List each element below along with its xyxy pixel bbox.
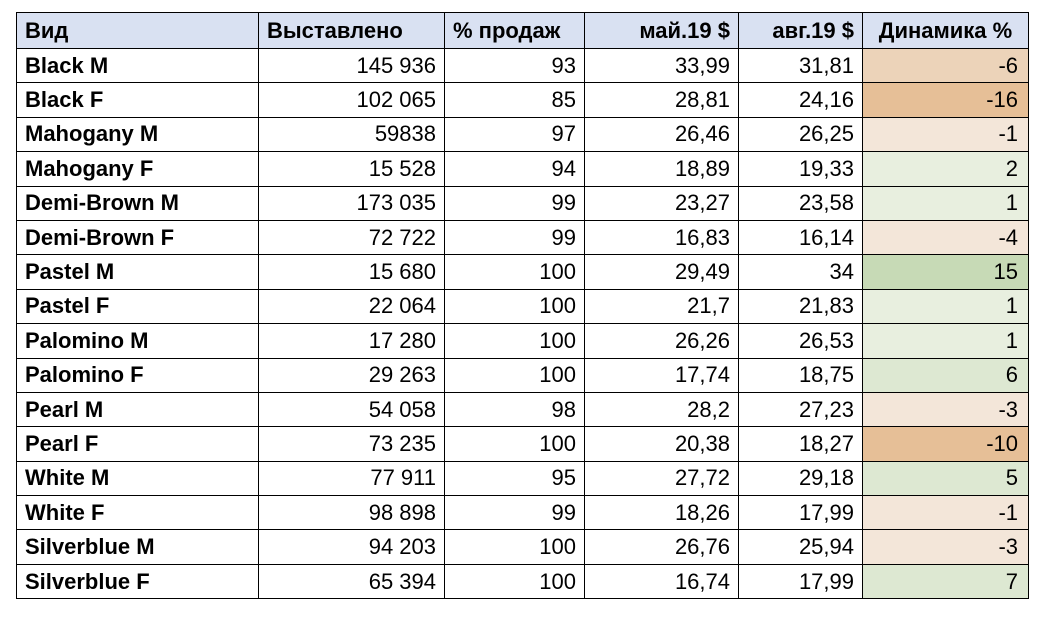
cell-kind: Black F — [17, 83, 259, 117]
cell-aug19-price: 16,14 — [739, 220, 863, 254]
data-table-container — [16, 12, 1029, 599]
cell-dynamics: 1 — [863, 324, 1029, 358]
header-sales-percent: % продаж — [445, 13, 585, 49]
table-row — [17, 152, 1029, 186]
cell-exhibited: 72 722 — [259, 220, 445, 254]
cell-kind: Mahogany M — [17, 117, 259, 151]
cell-may19-price: 26,26 — [585, 324, 739, 358]
cell-may19-price: 17,74 — [585, 358, 739, 392]
cell-aug19-price: 24,16 — [739, 83, 863, 117]
cell-aug19-price: 29,18 — [739, 461, 863, 495]
cell-dynamics: -1 — [863, 117, 1029, 151]
cell-may19-price: 28,2 — [585, 392, 739, 426]
cell-may19-price: 16,74 — [585, 564, 739, 598]
cell-aug19-price: 25,94 — [739, 530, 863, 564]
cell-may19-price: 16,83 — [585, 220, 739, 254]
cell-sales-percent: 100 — [445, 564, 585, 598]
cell-dynamics: 15 — [863, 255, 1029, 289]
cell-exhibited: 22 064 — [259, 289, 445, 323]
cell-aug19-price: 34 — [739, 255, 863, 289]
cell-sales-percent: 100 — [445, 324, 585, 358]
cell-sales-percent: 99 — [445, 186, 585, 220]
cell-kind: White M — [17, 461, 259, 495]
cell-kind: Demi-Brown M — [17, 186, 259, 220]
table-row — [17, 496, 1029, 530]
cell-aug19-price: 21,83 — [739, 289, 863, 323]
cell-aug19-price: 17,99 — [739, 496, 863, 530]
cell-aug19-price: 19,33 — [739, 152, 863, 186]
cell-dynamics: 6 — [863, 358, 1029, 392]
cell-sales-percent: 85 — [445, 83, 585, 117]
cell-sales-percent: 100 — [445, 530, 585, 564]
cell-may19-price: 18,89 — [585, 152, 739, 186]
cell-dynamics: -16 — [863, 83, 1029, 117]
cell-sales-percent: 95 — [445, 461, 585, 495]
cell-exhibited: 98 898 — [259, 496, 445, 530]
cell-exhibited: 54 058 — [259, 392, 445, 426]
table-row — [17, 220, 1029, 254]
cell-sales-percent: 99 — [445, 220, 585, 254]
header-kind: Вид — [17, 13, 259, 49]
cell-may19-price: 28,81 — [585, 83, 739, 117]
cell-kind: Mahogany F — [17, 152, 259, 186]
cell-aug19-price: 27,23 — [739, 392, 863, 426]
cell-dynamics: -6 — [863, 49, 1029, 83]
table-row — [17, 255, 1029, 289]
cell-exhibited: 102 065 — [259, 83, 445, 117]
cell-exhibited: 73 235 — [259, 427, 445, 461]
cell-sales-percent: 98 — [445, 392, 585, 426]
cell-aug19-price: 18,27 — [739, 427, 863, 461]
cell-kind: Pastel F — [17, 289, 259, 323]
cell-exhibited: 145 936 — [259, 49, 445, 83]
cell-may19-price: 23,27 — [585, 186, 739, 220]
cell-dynamics: -10 — [863, 427, 1029, 461]
cell-dynamics: -3 — [863, 530, 1029, 564]
table-row — [17, 427, 1029, 461]
cell-kind: Pastel M — [17, 255, 259, 289]
cell-may19-price: 18,26 — [585, 496, 739, 530]
table-header — [17, 13, 1029, 49]
cell-dynamics: -1 — [863, 496, 1029, 530]
cell-kind: Palomino M — [17, 324, 259, 358]
cell-exhibited: 17 280 — [259, 324, 445, 358]
cell-aug19-price: 26,53 — [739, 324, 863, 358]
cell-aug19-price: 26,25 — [739, 117, 863, 151]
cell-may19-price: 26,46 — [585, 117, 739, 151]
table-row — [17, 289, 1029, 323]
cell-dynamics: 7 — [863, 564, 1029, 598]
cell-exhibited: 65 394 — [259, 564, 445, 598]
cell-exhibited: 15 680 — [259, 255, 445, 289]
table-row — [17, 186, 1029, 220]
table-row — [17, 324, 1029, 358]
cell-may19-price: 33,99 — [585, 49, 739, 83]
cell-kind: Pearl M — [17, 392, 259, 426]
cell-exhibited: 94 203 — [259, 530, 445, 564]
table-body — [17, 49, 1029, 599]
cell-sales-percent: 100 — [445, 427, 585, 461]
header-aug19-price: авг.19 $ — [739, 13, 863, 49]
table-row — [17, 117, 1029, 151]
cell-dynamics: 1 — [863, 289, 1029, 323]
cell-sales-percent: 100 — [445, 255, 585, 289]
cell-aug19-price: 31,81 — [739, 49, 863, 83]
table-row — [17, 358, 1029, 392]
cell-may19-price: 26,76 — [585, 530, 739, 564]
table-row — [17, 530, 1029, 564]
cell-kind: Black M — [17, 49, 259, 83]
cell-sales-percent: 97 — [445, 117, 585, 151]
cell-sales-percent: 100 — [445, 289, 585, 323]
cell-dynamics: 1 — [863, 186, 1029, 220]
cell-exhibited: 59838 — [259, 117, 445, 151]
cell-aug19-price: 17,99 — [739, 564, 863, 598]
header-may19-price: май.19 $ — [585, 13, 739, 49]
cell-sales-percent: 93 — [445, 49, 585, 83]
cell-aug19-price: 18,75 — [739, 358, 863, 392]
cell-may19-price: 21,7 — [585, 289, 739, 323]
cell-aug19-price: 23,58 — [739, 186, 863, 220]
cell-kind: White F — [17, 496, 259, 530]
cell-sales-percent: 94 — [445, 152, 585, 186]
cell-may19-price: 29,49 — [585, 255, 739, 289]
cell-dynamics: 5 — [863, 461, 1029, 495]
cell-kind: Demi-Brown F — [17, 220, 259, 254]
cell-kind: Palomino F — [17, 358, 259, 392]
cell-exhibited: 77 911 — [259, 461, 445, 495]
cell-may19-price: 27,72 — [585, 461, 739, 495]
cell-kind: Silverblue F — [17, 564, 259, 598]
cell-exhibited: 173 035 — [259, 186, 445, 220]
header-exhibited: Выставлено — [259, 13, 445, 49]
cell-dynamics: 2 — [863, 152, 1029, 186]
cell-dynamics: -3 — [863, 392, 1029, 426]
cell-kind: Pearl F — [17, 427, 259, 461]
table-row — [17, 461, 1029, 495]
header-dynamics-percent: Динамика % — [863, 13, 1029, 49]
fur-sales-table — [16, 12, 1029, 599]
cell-sales-percent: 100 — [445, 358, 585, 392]
cell-sales-percent: 99 — [445, 496, 585, 530]
cell-may19-price: 20,38 — [585, 427, 739, 461]
table-row — [17, 392, 1029, 426]
header-row — [17, 13, 1029, 49]
cell-kind: Silverblue M — [17, 530, 259, 564]
table-row — [17, 83, 1029, 117]
cell-exhibited: 15 528 — [259, 152, 445, 186]
cell-dynamics: -4 — [863, 220, 1029, 254]
table-row — [17, 49, 1029, 83]
cell-exhibited: 29 263 — [259, 358, 445, 392]
table-row — [17, 564, 1029, 598]
